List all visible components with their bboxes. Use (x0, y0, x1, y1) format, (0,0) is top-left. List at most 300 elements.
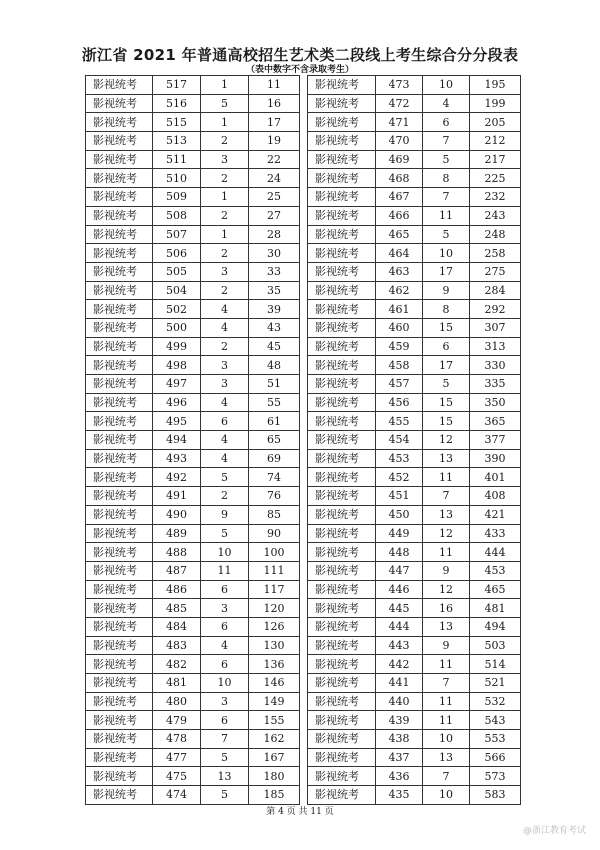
cell-score: 497 (153, 375, 201, 394)
table-row (308, 113, 521, 132)
cell-score: 475 (153, 767, 201, 786)
cell-cumulative: 350 (470, 393, 521, 412)
cell-category: 影视统考 (86, 748, 153, 767)
table-row (308, 206, 521, 225)
cell-count: 15 (423, 318, 470, 337)
cell-count: 3 (201, 375, 249, 394)
cell-count: 10 (201, 543, 249, 562)
cell-category: 影视统考 (86, 356, 153, 375)
cell-category: 影视统考 (308, 262, 376, 281)
cell-category: 影视统考 (308, 431, 376, 450)
cell-count: 11 (423, 711, 470, 730)
cell-category: 影视统考 (86, 580, 153, 599)
cell-count: 11 (423, 692, 470, 711)
cell-count: 9 (201, 505, 249, 524)
cell-score: 454 (376, 431, 423, 450)
cell-score: 463 (376, 262, 423, 281)
table-row (86, 692, 300, 711)
table-row (308, 636, 521, 655)
cell-count: 5 (201, 94, 249, 113)
cell-count: 1 (201, 76, 249, 95)
cell-category: 影视统考 (86, 375, 153, 394)
table-row (86, 449, 300, 468)
cell-category: 影视统考 (308, 655, 376, 674)
cell-count: 2 (201, 244, 249, 263)
cell-category: 影视统考 (308, 617, 376, 636)
cell-cumulative: 433 (470, 524, 521, 543)
cell-count: 17 (423, 262, 470, 281)
table-row (308, 505, 521, 524)
table-row (86, 132, 300, 151)
cell-count: 5 (423, 375, 470, 394)
table-row (86, 94, 300, 113)
cell-count: 11 (201, 561, 249, 580)
cell-count: 7 (423, 767, 470, 786)
table-row (308, 711, 521, 730)
cell-score: 485 (153, 599, 201, 618)
table-row (86, 543, 300, 562)
cell-category: 影视统考 (86, 244, 153, 263)
cell-count: 6 (423, 337, 470, 356)
cell-count: 3 (201, 150, 249, 169)
cell-cumulative: 33 (249, 262, 300, 281)
table-row (308, 225, 521, 244)
table-row (86, 655, 300, 674)
cell-cumulative: 120 (249, 599, 300, 618)
table-row (86, 674, 300, 693)
cell-cumulative: 126 (249, 617, 300, 636)
cell-count: 11 (423, 543, 470, 562)
table-row (308, 561, 521, 580)
table-row (308, 431, 521, 450)
cell-score: 500 (153, 318, 201, 337)
table-row (308, 655, 521, 674)
cell-score: 478 (153, 730, 201, 749)
cell-count: 9 (423, 636, 470, 655)
cell-cumulative: 45 (249, 337, 300, 356)
table-row (86, 617, 300, 636)
cell-count: 11 (423, 206, 470, 225)
cell-count: 2 (201, 487, 249, 506)
cell-count: 5 (423, 150, 470, 169)
cell-cumulative: 365 (470, 412, 521, 431)
cell-cumulative: 573 (470, 767, 521, 786)
cell-cumulative: 85 (249, 505, 300, 524)
cell-category: 影视统考 (86, 505, 153, 524)
cell-score: 450 (376, 505, 423, 524)
cell-count: 10 (423, 76, 470, 95)
cell-category: 影视统考 (308, 300, 376, 319)
table-row (308, 748, 521, 767)
table-row (86, 206, 300, 225)
cell-score: 515 (153, 113, 201, 132)
table-row (86, 262, 300, 281)
cell-count: 10 (423, 244, 470, 263)
cell-category: 影视统考 (86, 599, 153, 618)
cell-score: 449 (376, 524, 423, 543)
table-row (86, 375, 300, 394)
cell-category: 影视统考 (308, 674, 376, 693)
cell-count: 1 (201, 188, 249, 207)
cell-cumulative: 74 (249, 468, 300, 487)
score-table-left-body (86, 76, 300, 805)
cell-category: 影视统考 (308, 94, 376, 113)
cell-cumulative: 24 (249, 169, 300, 188)
cell-cumulative: 292 (470, 300, 521, 319)
cell-category: 影视统考 (308, 487, 376, 506)
cell-category: 影视统考 (86, 636, 153, 655)
score-table-left (85, 75, 300, 805)
cell-count: 12 (423, 524, 470, 543)
table-row (308, 449, 521, 468)
watermark: @浙江教育考试 (522, 826, 586, 836)
cell-cumulative: 117 (249, 580, 300, 599)
cell-category: 影视统考 (86, 617, 153, 636)
table-row (86, 711, 300, 730)
cell-count: 4 (201, 431, 249, 450)
cell-cumulative: 25 (249, 188, 300, 207)
cell-score: 516 (153, 94, 201, 113)
cell-count: 6 (201, 711, 249, 730)
cell-cumulative: 69 (249, 449, 300, 468)
cell-category: 影视统考 (86, 318, 153, 337)
cell-category: 影视统考 (86, 655, 153, 674)
cell-cumulative: 28 (249, 225, 300, 244)
cell-cumulative: 35 (249, 281, 300, 300)
cell-cumulative: 275 (470, 262, 521, 281)
cell-category: 影视统考 (86, 76, 153, 95)
cell-score: 458 (376, 356, 423, 375)
cell-score: 464 (376, 244, 423, 263)
cell-category: 影视统考 (308, 543, 376, 562)
table-row (86, 580, 300, 599)
cell-score: 481 (153, 674, 201, 693)
cell-category: 影视统考 (308, 711, 376, 730)
cell-count: 2 (201, 337, 249, 356)
cell-count: 9 (423, 281, 470, 300)
cell-count: 11 (423, 468, 470, 487)
cell-count: 4 (423, 94, 470, 113)
cell-count: 13 (423, 748, 470, 767)
cell-category: 影视统考 (86, 561, 153, 580)
cell-category: 影视统考 (86, 674, 153, 693)
cell-category: 影视统考 (86, 225, 153, 244)
table-row (86, 393, 300, 412)
table-row (86, 244, 300, 263)
cell-count: 4 (201, 300, 249, 319)
table-row (86, 113, 300, 132)
cell-count: 13 (201, 767, 249, 786)
cell-category: 影视统考 (86, 300, 153, 319)
cell-cumulative: 514 (470, 655, 521, 674)
cell-cumulative: 408 (470, 487, 521, 506)
cell-score: 477 (153, 748, 201, 767)
cell-category: 影视统考 (308, 505, 376, 524)
cell-cumulative: 39 (249, 300, 300, 319)
cell-category: 影视统考 (308, 132, 376, 151)
cell-category: 影视统考 (86, 431, 153, 450)
cell-category: 影视统考 (86, 767, 153, 786)
cell-category: 影视统考 (86, 786, 153, 805)
cell-cumulative: 313 (470, 337, 521, 356)
cell-count: 2 (201, 281, 249, 300)
table-row (308, 318, 521, 337)
cell-category: 影视统考 (308, 580, 376, 599)
cell-cumulative: 481 (470, 599, 521, 618)
cell-score: 438 (376, 730, 423, 749)
cell-cumulative: 543 (470, 711, 521, 730)
cell-score: 445 (376, 599, 423, 618)
table-row (308, 375, 521, 394)
cell-cumulative: 217 (470, 150, 521, 169)
cell-category: 影视统考 (86, 524, 153, 543)
cell-count: 11 (423, 655, 470, 674)
table-row (86, 505, 300, 524)
cell-category: 影视统考 (308, 375, 376, 394)
cell-cumulative: 180 (249, 767, 300, 786)
table-row (308, 730, 521, 749)
cell-score: 474 (153, 786, 201, 805)
cell-category: 影视统考 (308, 636, 376, 655)
cell-score: 494 (153, 431, 201, 450)
cell-category: 影视统考 (86, 449, 153, 468)
cell-score: 470 (376, 132, 423, 151)
cell-count: 13 (423, 505, 470, 524)
cell-category: 影视统考 (308, 748, 376, 767)
cell-category: 影视统考 (308, 786, 376, 805)
cell-cumulative: 22 (249, 150, 300, 169)
cell-score: 487 (153, 561, 201, 580)
cell-count: 6 (201, 580, 249, 599)
cell-cumulative: 155 (249, 711, 300, 730)
table-row (308, 356, 521, 375)
cell-cumulative: 65 (249, 431, 300, 450)
cell-score: 448 (376, 543, 423, 562)
cell-score: 508 (153, 206, 201, 225)
table-row (308, 244, 521, 263)
cell-cumulative: 583 (470, 786, 521, 805)
score-table-right (307, 75, 521, 805)
table-row (308, 188, 521, 207)
cell-cumulative: 494 (470, 617, 521, 636)
cell-category: 影视统考 (86, 132, 153, 151)
cell-cumulative: 503 (470, 636, 521, 655)
cell-count: 5 (201, 468, 249, 487)
cell-count: 8 (423, 169, 470, 188)
table-row (308, 617, 521, 636)
cell-category: 影视统考 (308, 337, 376, 356)
cell-score: 446 (376, 580, 423, 599)
cell-count: 1 (201, 113, 249, 132)
page-footer: 第 4 页 共 11 页 (266, 807, 334, 817)
cell-cumulative: 61 (249, 412, 300, 431)
cell-cumulative: 55 (249, 393, 300, 412)
cell-count: 16 (423, 599, 470, 618)
cell-score: 437 (376, 748, 423, 767)
cell-score: 452 (376, 468, 423, 487)
cell-score: 496 (153, 393, 201, 412)
cell-score: 499 (153, 337, 201, 356)
cell-score: 484 (153, 617, 201, 636)
cell-cumulative: 16 (249, 94, 300, 113)
cell-category: 影视统考 (308, 113, 376, 132)
cell-category: 影视统考 (308, 281, 376, 300)
cell-score: 472 (376, 94, 423, 113)
cell-count: 6 (201, 655, 249, 674)
cell-score: 460 (376, 318, 423, 337)
cell-cumulative: 401 (470, 468, 521, 487)
cell-score: 456 (376, 393, 423, 412)
cell-category: 影视统考 (308, 468, 376, 487)
cell-category: 影视统考 (86, 169, 153, 188)
cell-category: 影视统考 (86, 94, 153, 113)
page-subtitle: （表中数字不含录取考生） (245, 65, 354, 75)
cell-count: 10 (423, 786, 470, 805)
cell-score: 442 (376, 655, 423, 674)
cell-category: 影视统考 (308, 169, 376, 188)
table-row (308, 692, 521, 711)
cell-cumulative: 162 (249, 730, 300, 749)
cell-count: 5 (201, 748, 249, 767)
table-row (86, 169, 300, 188)
table-row (308, 412, 521, 431)
table-row (86, 188, 300, 207)
cell-count: 5 (201, 524, 249, 543)
table-row (86, 337, 300, 356)
cell-category: 影视统考 (308, 318, 376, 337)
cell-cumulative: 27 (249, 206, 300, 225)
cell-score: 467 (376, 188, 423, 207)
cell-cumulative: 330 (470, 356, 521, 375)
table-row (86, 767, 300, 786)
cell-category: 影视统考 (86, 711, 153, 730)
cell-category: 影视统考 (86, 113, 153, 132)
cell-score: 471 (376, 113, 423, 132)
cell-count: 6 (201, 617, 249, 636)
table-row (86, 356, 300, 375)
cell-score: 468 (376, 169, 423, 188)
cell-score: 493 (153, 449, 201, 468)
cell-cumulative: 195 (470, 76, 521, 95)
cell-score: 435 (376, 786, 423, 805)
cell-category: 影视统考 (86, 468, 153, 487)
cell-category: 影视统考 (308, 244, 376, 263)
cell-category: 影视统考 (308, 599, 376, 618)
cell-cumulative: 465 (470, 580, 521, 599)
cell-count: 7 (201, 730, 249, 749)
cell-score: 517 (153, 76, 201, 95)
table-row (86, 431, 300, 450)
table-row (86, 730, 300, 749)
cell-cumulative: 30 (249, 244, 300, 263)
cell-score: 483 (153, 636, 201, 655)
cell-category: 影视统考 (86, 393, 153, 412)
cell-count: 13 (423, 617, 470, 636)
cell-score: 453 (376, 449, 423, 468)
cell-cumulative: 90 (249, 524, 300, 543)
cell-category: 影视统考 (308, 561, 376, 580)
cell-count: 3 (201, 692, 249, 711)
table-row (308, 337, 521, 356)
cell-score: 509 (153, 188, 201, 207)
cell-count: 8 (423, 300, 470, 319)
table-row (86, 150, 300, 169)
cell-cumulative: 532 (470, 692, 521, 711)
cell-count: 4 (201, 449, 249, 468)
cell-count: 4 (201, 636, 249, 655)
cell-count: 4 (201, 318, 249, 337)
cell-category: 影视统考 (308, 692, 376, 711)
cell-category: 影视统考 (308, 767, 376, 786)
table-row (308, 300, 521, 319)
cell-count: 7 (423, 674, 470, 693)
cell-category: 影视统考 (86, 262, 153, 281)
cell-category: 影视统考 (308, 356, 376, 375)
cell-cumulative: 390 (470, 449, 521, 468)
cell-count: 3 (201, 262, 249, 281)
cell-cumulative: 199 (470, 94, 521, 113)
cell-cumulative: 307 (470, 318, 521, 337)
cell-score: 457 (376, 375, 423, 394)
cell-cumulative: 43 (249, 318, 300, 337)
cell-cumulative: 11 (249, 76, 300, 95)
cell-cumulative: 377 (470, 431, 521, 450)
cell-score: 489 (153, 524, 201, 543)
cell-category: 影视统考 (308, 76, 376, 95)
cell-count: 2 (201, 132, 249, 151)
cell-cumulative: 146 (249, 674, 300, 693)
cell-cumulative: 444 (470, 543, 521, 562)
cell-category: 影视统考 (308, 524, 376, 543)
cell-count: 2 (201, 169, 249, 188)
cell-score: 451 (376, 487, 423, 506)
cell-score: 440 (376, 692, 423, 711)
table-row (86, 468, 300, 487)
cell-score: 469 (376, 150, 423, 169)
cell-score: 505 (153, 262, 201, 281)
table-row (86, 636, 300, 655)
cell-cumulative: 212 (470, 132, 521, 151)
cell-count: 7 (423, 487, 470, 506)
table-row (308, 543, 521, 562)
cell-count: 13 (423, 449, 470, 468)
cell-cumulative: 566 (470, 748, 521, 767)
table-row (308, 767, 521, 786)
table-row (308, 262, 521, 281)
cell-category: 影视统考 (308, 730, 376, 749)
cell-category: 影视统考 (308, 150, 376, 169)
table-row (86, 599, 300, 618)
cell-score: 479 (153, 711, 201, 730)
cell-count: 3 (201, 599, 249, 618)
table-row (308, 786, 521, 805)
cell-score: 504 (153, 281, 201, 300)
cell-cumulative: 149 (249, 692, 300, 711)
cell-cumulative: 136 (249, 655, 300, 674)
cell-score: 495 (153, 412, 201, 431)
cell-score: 461 (376, 300, 423, 319)
cell-count: 7 (423, 132, 470, 151)
cell-score: 480 (153, 692, 201, 711)
cell-count: 10 (423, 730, 470, 749)
cell-cumulative: 453 (470, 561, 521, 580)
cell-category: 影视统考 (86, 730, 153, 749)
cell-cumulative: 17 (249, 113, 300, 132)
table-row (308, 487, 521, 506)
cell-count: 3 (201, 356, 249, 375)
cell-count: 15 (423, 393, 470, 412)
cell-score: 482 (153, 655, 201, 674)
